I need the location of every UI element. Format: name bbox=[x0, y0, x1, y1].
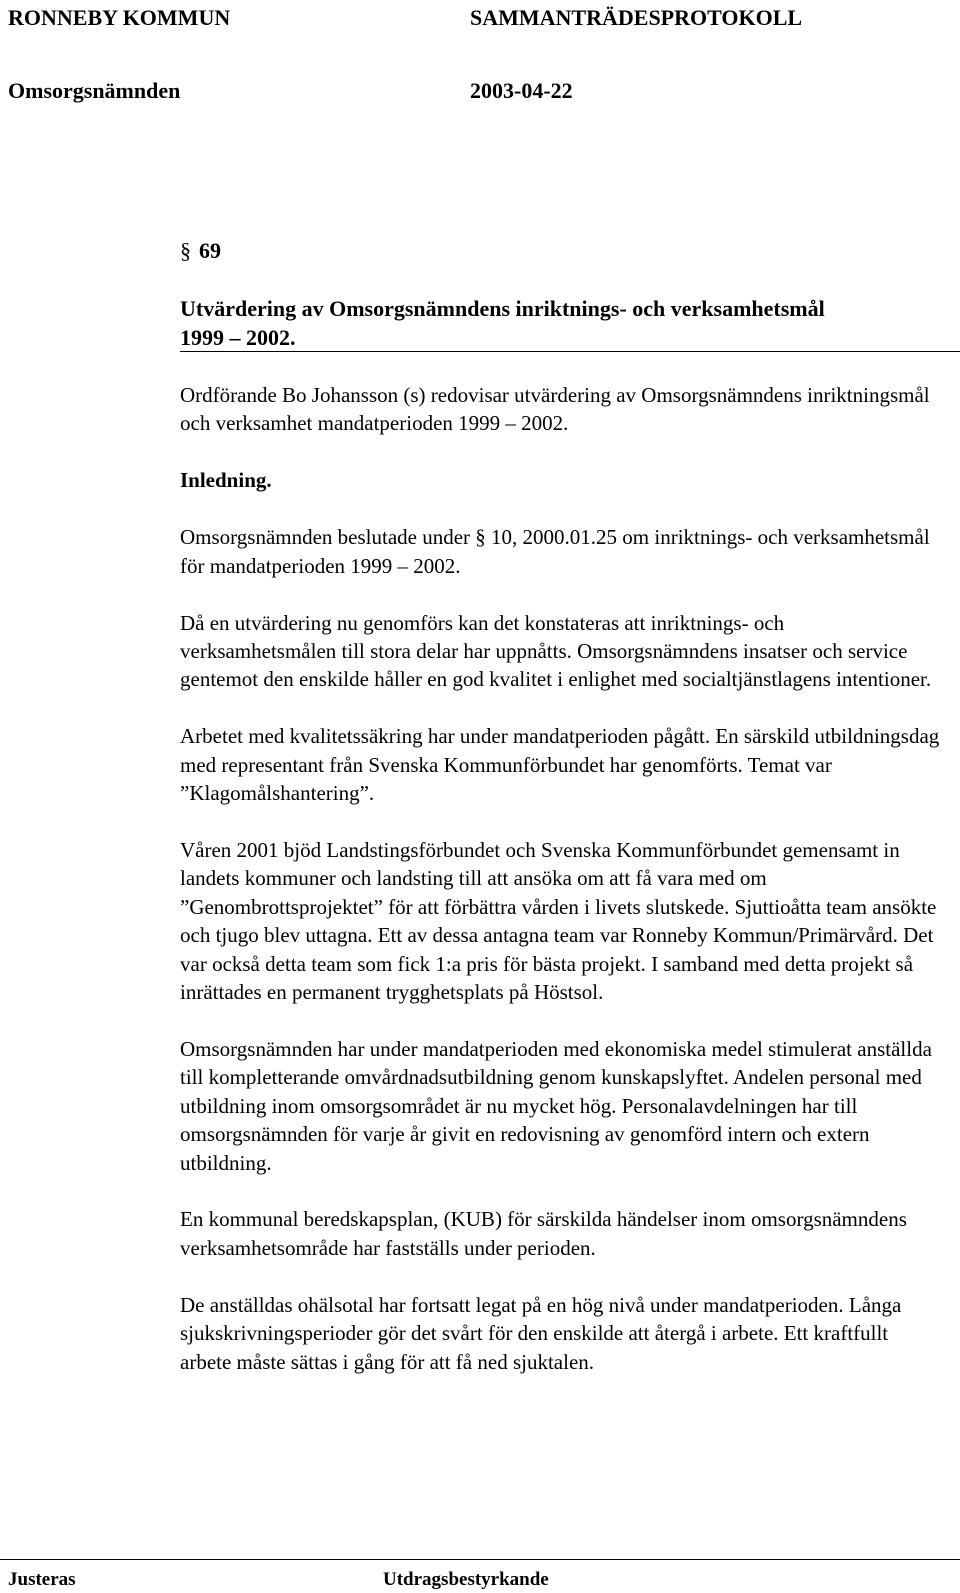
section-title-line1: Utvärdering av Omsorgsnämndens inriktnings- och verksamhetsmål bbox=[180, 296, 825, 321]
footer-justeras: Justeras bbox=[8, 1569, 76, 1590]
paragraph-5: Omsorgsnämnden har under mandatperioden med ekonomiska medel stimulerat anställda till kompletterande omvårdnadsutbildning genom kunskapslyftet. Andelen personal med utbildning inom omsorgsområdet är nu mycket hög. Personalavdelningen har till omsorgsnämnden för varje år givit en redovisning av genomförd intern och extern utbildning. bbox=[180, 1036, 932, 1175]
paragraph-7: De anställdas ohälsotal har fortsatt legat på en hög nivå under mandatperioden. Långa sjukskrivningsperioder gör det svårt för den enskilde att återgå i arbete. Ett kraftfullt arbete måste sättas i gång för att få ned sjuktalen. bbox=[180, 1292, 902, 1374]
section-number-value: 69 bbox=[199, 238, 221, 263]
paragraph-6: En kommunal beredskapsplan, (KUB) för särskilda händelser inom omsorgsnämndens verksamhetsområde har fastställs under perioden. bbox=[180, 1207, 907, 1260]
document-type: SAMMANTRÄDESPROTOKOLL bbox=[470, 5, 803, 30]
section-title bbox=[180, 294, 940, 352]
paragraph-2: Då en utvärdering nu genomförs kan det konstateras att inriktnings- och verksamhetsmålen till stora delar har uppnåtts. Omsorgsnämndens insatser och service gentemot den enskilde håller en god kvalitet i enlighet med socialtjänstlagens intentioner. bbox=[180, 610, 932, 692]
footer-divider bbox=[0, 1559, 960, 1560]
paragraph-4: Våren 2001 bjöd Landstingsförbundet och Svenska Kommunförbundet gemensamt in landets kommuner och landsting till att ansöka om att få vara med om ”Genombrottsprojektet” för att förbättra vården i livets slutskede. Sjuttioåtta team ansökte och tjugo blev uttagna. Ett av dessa antagna team var Ronneby Kommun/Primärvård. Det var också detta team som fick 1:a pris för bästa projekt. I samband med detta projekt så inrättades en permanent trygghetsplats på Höstsol. bbox=[180, 837, 937, 1004]
paragraph-symbol: § bbox=[180, 238, 191, 263]
meeting-date: 2003-04-22 bbox=[470, 78, 573, 103]
section-title-line2: 1999 – 2002. bbox=[180, 325, 296, 350]
title-divider bbox=[180, 351, 960, 352]
paragraph-3: Arbetet med kvalitetssäkring har under mandatperioden pågått. En särskild utbildningsdag med representant från Svenska Kommunförbundet har genomförts. Temat var ”Klagomålshantering”. bbox=[180, 724, 940, 806]
committee-name: Omsorgsnämnden bbox=[8, 78, 181, 103]
footer-utdragsbestyrkande: Utdragsbestyrkande bbox=[383, 1569, 549, 1590]
organization-name: RONNEBY KOMMUN bbox=[8, 5, 231, 30]
document-body bbox=[180, 381, 940, 1404]
section-number bbox=[180, 238, 221, 264]
paragraph-1: Omsorgsnämnden beslutade under § 10, 2000.01.25 om inriktnings- och verksamhetsmål för mandatperioden 1999 – 2002. bbox=[180, 525, 930, 578]
intro-paragraph: Ordförande Bo Johansson (s) redovisar utvärdering av Omsorgsnämndens inriktningsmål och verksamhet mandatperioden 1999 – 2002. bbox=[180, 383, 930, 436]
section-heading: Inledning. bbox=[180, 468, 272, 493]
